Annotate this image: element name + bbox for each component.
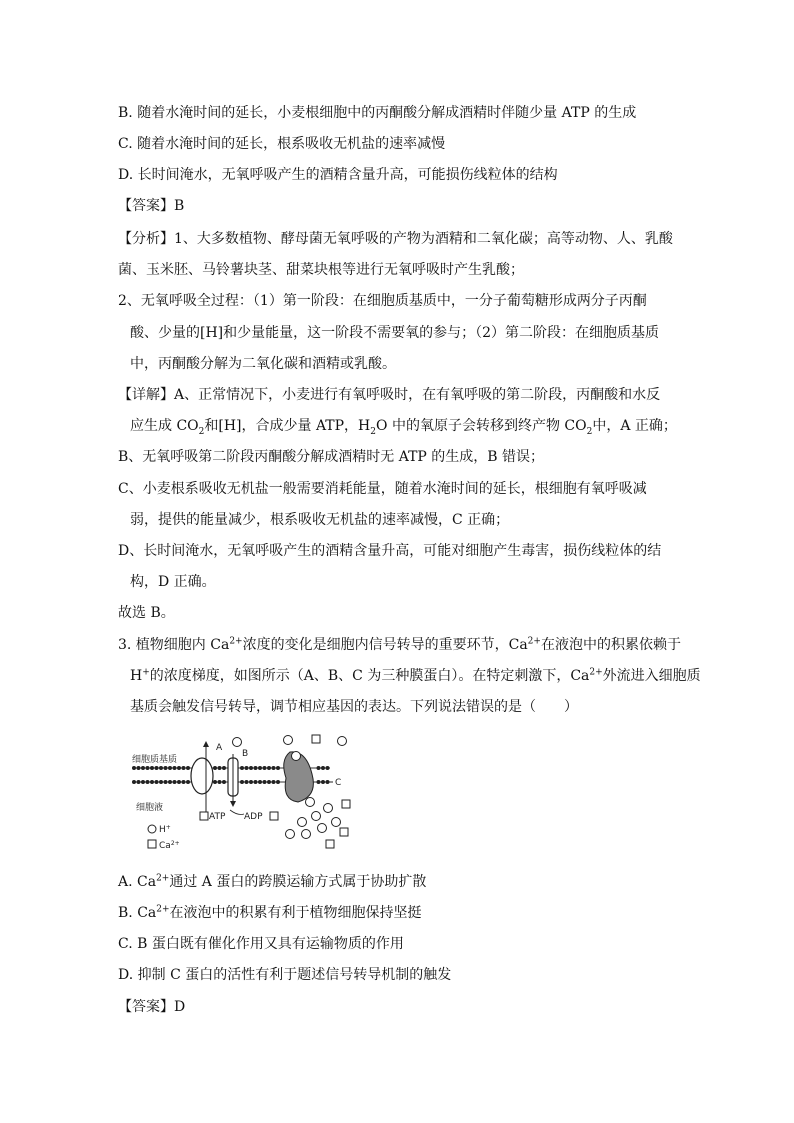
lipid-head	[182, 780, 186, 784]
conclusion-line: 故选 B。	[118, 605, 175, 621]
answer-line-2: 【答案】D	[118, 999, 186, 1015]
lipid-head	[146, 766, 150, 770]
vacuole-label: 细胞液	[136, 803, 164, 813]
lipid-head	[254, 766, 258, 770]
lipid-head	[159, 780, 163, 784]
lipid-head	[240, 780, 244, 784]
lipid-head	[258, 780, 262, 784]
option-b-line: B. 随着水淹时间的延长，小麦根细胞中的丙酮酸分解成酒精时伴随少量 ATP 的生成	[118, 105, 637, 121]
protein-b	[209, 749, 263, 822]
adp-label: ADP	[244, 812, 263, 822]
detail-line-2: 应生成 $CO_2$和[H]，合成少量 ATP，$H_2O$ 中的氧原子会转移到终产物 $CO_2$中，A 正确；	[130, 418, 677, 437]
detail-line-6: D、长时间淹水，无氧呼吸产生的酒精含量升高，可能对细胞产生毒害，损伤线粒体的结	[118, 543, 662, 559]
lipid-head	[222, 766, 226, 770]
lipid-head	[254, 780, 258, 784]
question-line-2: H+的浓度梯度，如图所示（A、B、C 为三种膜蛋白）。在特定刺激下，$Ca^{2+}$外流进入细胞质	[130, 667, 701, 684]
lipid-head	[267, 766, 271, 770]
membrane-diagram	[130, 730, 370, 855]
lipid-head	[267, 780, 271, 784]
lipid-head	[150, 780, 154, 784]
svg-text:Ca2+: $Ca^{2+}$	[159, 840, 180, 851]
svg-text:C: C	[335, 778, 342, 788]
analysis-line-3: 2、无氧呼吸全过程：（1）第一阶段：在细胞质基质中，一分子葡萄糖形成两分子丙酮	[118, 293, 647, 309]
detail-line-7: 构，D 正确。	[130, 574, 216, 590]
lipid-head	[186, 766, 190, 770]
lipid-head	[186, 780, 190, 784]
lipid-head	[321, 766, 325, 770]
lipid-head	[263, 780, 267, 784]
analysis-line-2: 菌、玉米胚、马铃薯块茎、甜菜块根等进行无氧呼吸时产生乳酸；	[118, 262, 524, 278]
lipid-head	[258, 766, 262, 770]
detail-line-4: C、小麦根系吸收无机盐一般需要消耗能量，随着水淹时间的延长，根细胞有氧呼吸减	[118, 481, 647, 497]
choice-b: B. $Ca^{2+}$在液泡中的积累有利于植物细胞保持坚挺	[118, 904, 422, 921]
lipid-head	[155, 766, 159, 770]
option-c-line: C. 随着水淹时间的延长，根系吸收无机盐的速率减慢	[118, 136, 446, 152]
lipid-head	[321, 780, 325, 784]
detail-line-1: 【详解】A、正常情况下，小麦进行有氧呼吸时，在有氧呼吸的第二阶段，丙酮酸和水反	[118, 387, 661, 403]
lipid-head	[141, 780, 145, 784]
lipid-head	[245, 780, 249, 784]
lipid-head	[326, 766, 330, 770]
legend	[148, 824, 180, 851]
svg-text:B: B	[242, 749, 249, 759]
atp-label: ATP	[209, 812, 226, 822]
lipid-head	[317, 780, 321, 784]
question-line-1: 3. 植物细胞内 $Ca^{2+}$浓度的变化是细胞内信号转导的重要环节，$Ca^{2+}$在液泡中的积累依赖于	[118, 636, 681, 653]
lipid-head	[177, 766, 181, 770]
lipid-head	[276, 780, 280, 784]
lipid-head	[141, 766, 145, 770]
analysis-line-1: 【分析】1、大多数植物、酵母菌无氧呼吸的产物为酒精和二氧化碳；高等动物、人、乳酸	[118, 231, 673, 247]
lipid-head	[249, 766, 253, 770]
ion-particles	[200, 735, 350, 848]
lipid-head	[132, 780, 136, 784]
lipid-head	[213, 766, 217, 770]
lipid-head	[173, 780, 177, 784]
lipid-head	[276, 766, 280, 770]
detail-line-3: B、无氧呼吸第二阶段丙酮酸分解成酒精时无 ATP 的生成，B 错误；	[118, 449, 545, 465]
lipid-head	[240, 766, 244, 770]
lipid-head	[132, 766, 136, 770]
svg-text:H+: H+	[159, 824, 171, 835]
lipid-head	[150, 766, 154, 770]
lipid-head	[159, 766, 163, 770]
lipid-head	[164, 780, 168, 784]
lipid-head	[182, 766, 186, 770]
lipid-head	[218, 766, 222, 770]
lipid-head	[213, 780, 217, 784]
lipid-head	[249, 780, 253, 784]
detail-line-5: 弱，提供的能量减少，根系吸收无机盐的速率减慢，C 正确；	[130, 512, 510, 528]
lipid-head	[173, 766, 177, 770]
lipid-head	[137, 780, 141, 784]
lipid-head	[272, 766, 276, 770]
lipid-head	[168, 780, 172, 784]
lipid-head	[245, 766, 249, 770]
lipid-head	[317, 766, 321, 770]
choice-d: D. 抑制 C 蛋白的活性有利于题述信号转导机制的触发	[118, 967, 452, 983]
lipid-head	[263, 766, 267, 770]
svg-text:A: A	[216, 743, 223, 753]
lipid-head	[164, 766, 168, 770]
analysis-line-4: 酸、少量的[H]和少量能量，这一阶段不需要氧的参与；（2）第二阶段：在细胞质基质	[130, 325, 660, 341]
analysis-line-5: 中，丙酮酸分解为二氧化碳和酒精或乳酸。	[130, 356, 396, 372]
choice-a: A. $Ca^{2+}$通过 A 蛋白的跨膜运输方式属于协助扩散	[118, 873, 427, 890]
lipid-head	[168, 766, 172, 770]
lipid-head	[146, 780, 150, 784]
protein-a	[191, 743, 223, 812]
choice-c: C. B 蛋白既有催化作用又具有运输物质的作用	[118, 936, 404, 952]
lipid-head	[177, 780, 181, 784]
lipid-head	[137, 766, 141, 770]
lipid-head	[218, 780, 222, 784]
lipid-head	[222, 780, 226, 784]
lipid-head	[155, 780, 159, 784]
option-d-line: D. 长时间淹水，无氧呼吸产生的酒精含量升高，可能损伤线粒体的结构	[118, 167, 558, 183]
question-line-3: 基质会触发信号转导，调节相应基因的表达。下列说法错误的是（ ）	[130, 699, 578, 715]
answer-line: 【答案】B	[118, 198, 185, 214]
lipid-head	[272, 780, 276, 784]
cytoplasm-label: 细胞质基质	[132, 755, 178, 765]
